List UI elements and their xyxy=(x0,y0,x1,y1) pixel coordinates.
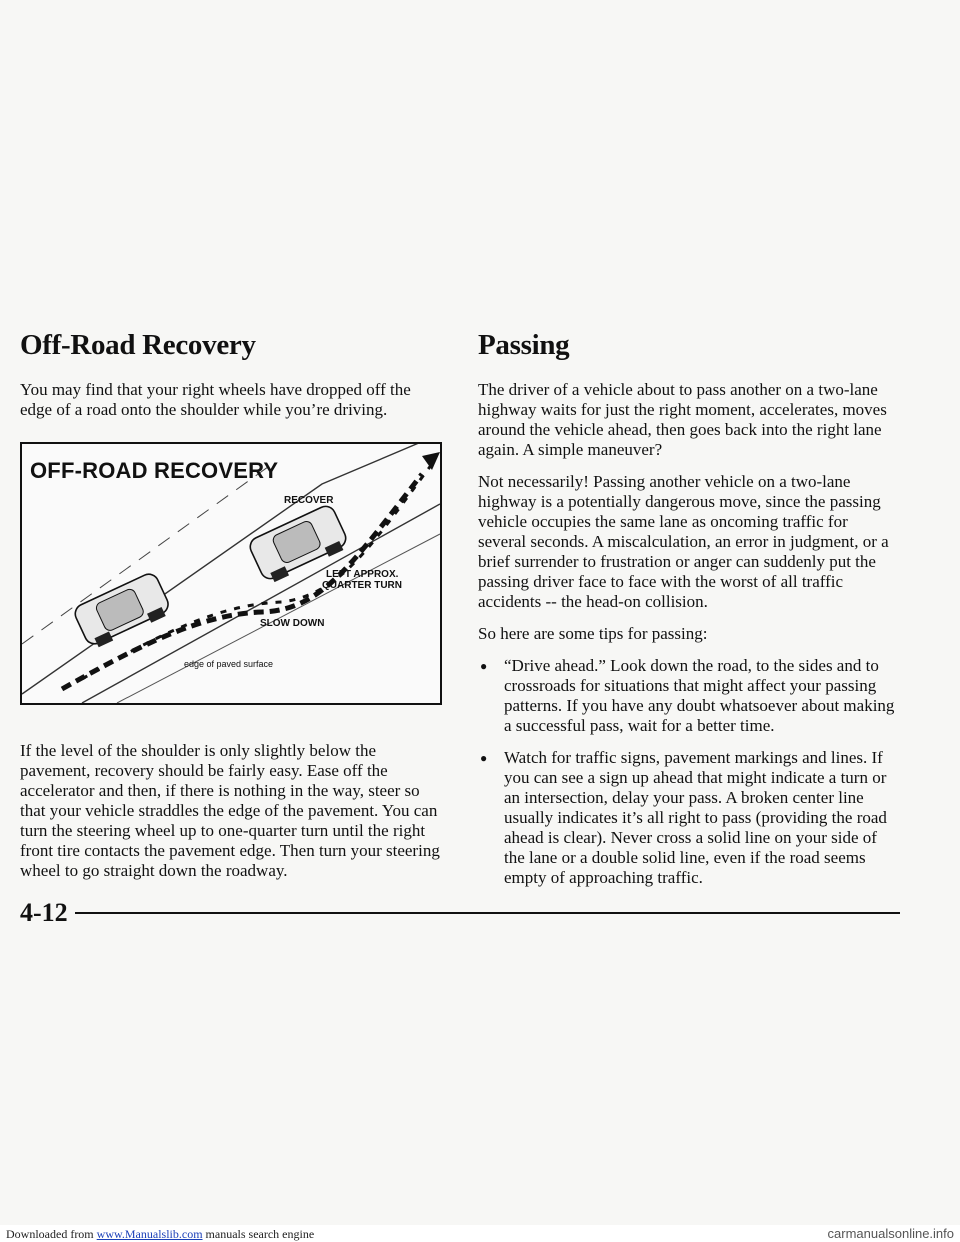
page-number: 4-12 xyxy=(20,898,68,927)
section-heading-passing: Passing xyxy=(478,329,570,361)
label-recover: RECOVER xyxy=(284,494,334,506)
section-heading-off-road-recovery: Off-Road Recovery xyxy=(20,329,256,361)
label-slow-down: SLOW DOWN xyxy=(260,617,325,629)
passing-paragraph-1: The driver of a vehicle about to pass another on a two-lane highway waits for just the right moment, accelerates, moves around the vehicle ahead, then goes back into the right lane again. A simple maneuver? xyxy=(478,379,887,459)
label-edge-of-paved-surface: edge of paved surface xyxy=(184,658,274,669)
recovery-instructions-paragraph: If the level of the shoulder is only slightly below the pavement, recovery should be fairly easy. Ease off the accelerator and then, if there is nothing in the way, steer so that your vehicle straddles the edge of the pavement. You can turn the steering wheel up to one-quarter turn until the right front tire contacts the pavement edge. Then turn your steering wheel to go straight down the roadway. xyxy=(20,740,440,880)
watermark-text: carmanualsonline.info xyxy=(827,1226,954,1241)
label-quarter-turn: QUARTER TURN xyxy=(322,579,402,591)
passing-paragraph-3: So here are some tips for passing: xyxy=(478,623,708,643)
left-column xyxy=(20,330,440,893)
download-suffix: manuals search engine xyxy=(202,1227,315,1241)
off-road-recovery-illustration xyxy=(20,442,442,705)
figure-title: OFF-ROAD RECOVERY xyxy=(30,457,279,483)
right-column xyxy=(478,330,900,900)
list-item xyxy=(478,656,900,736)
list-item-text: Watch for traffic signs, pavement markings and lines. If you can see a sign up ahead that might indicate a turn or an intersection, delay your pass. A broken center line usually indicates it’s all right to pass (providing the road ahead is clear). Never cross a solid line on your side of the lane or a double solid line, even if the road seems empty of approaching traffic. xyxy=(504,747,887,887)
list-item-text: “Drive ahead.” Look down the road, to the sides and to crossroads for situations that might affect your passing patterns. If you have any doubt whatsoever about making a successful pass, wait for a better time. xyxy=(504,655,895,735)
download-notice xyxy=(6,1227,314,1242)
passing-paragraph-2: Not necessarily! Passing another vehicle on a two-lane highway is a potentially dangerous move, since the passing vehicle occupies the same lane as oncoming traffic for several seconds. A miscalculation, an error in judgment, or a brief surrender to frustration or anger can suddenly put the passing driver face to face with the worst of all traffic accidents -- the head-on collision. xyxy=(478,471,889,611)
bullet-icon: ● xyxy=(480,750,488,765)
bullet-icon: ● xyxy=(480,658,488,673)
download-prefix: Downloaded from xyxy=(6,1227,97,1241)
footer-divider xyxy=(75,912,900,914)
manualslib-link[interactable]: www.Manualslib.com xyxy=(96,1227,203,1241)
list-item xyxy=(478,748,900,888)
passing-tips-list xyxy=(478,656,900,888)
intro-paragraph: You may find that your right wheels have dropped off the edge of a road onto the shoulder while you’re driving. xyxy=(20,379,411,419)
label-left-approx: LEFT APPROX. xyxy=(326,568,399,580)
